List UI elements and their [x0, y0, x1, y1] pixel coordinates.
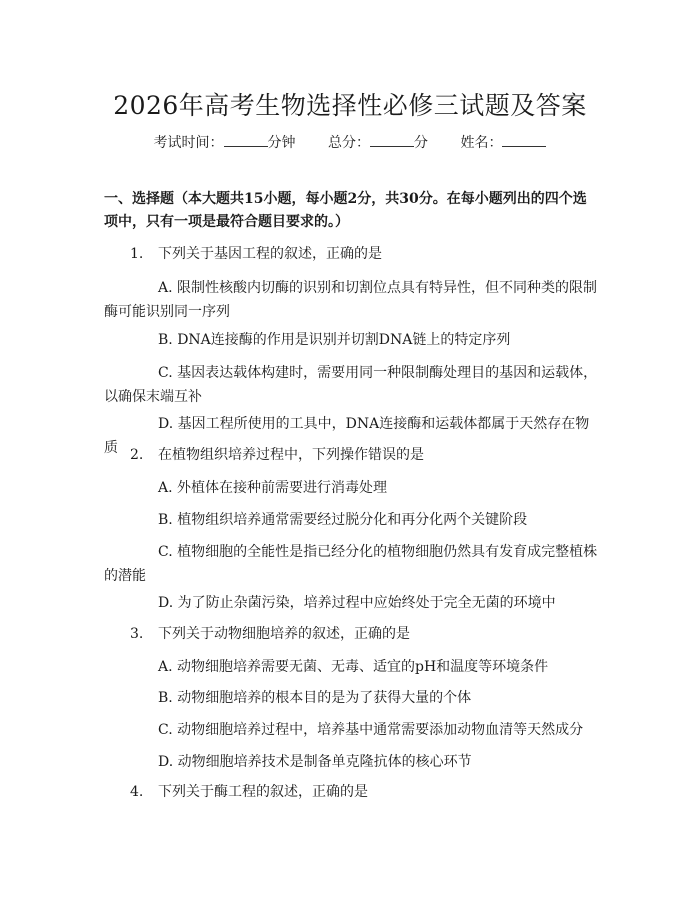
time-label: 考试时间： [153, 135, 224, 151]
question-text: 在植物组织培养过程中，下列操作错误的是 [158, 447, 424, 463]
question-text: 下列关于动物细胞培养的叙述，正确的是 [158, 626, 410, 642]
name-field [460, 132, 546, 152]
section-heading: 一、选择题（本大题共15小题，每小题2分，共30分。在每小题列出的四个选项中，只有一项是最符合题目要求的。） [104, 191, 587, 230]
time-field [154, 132, 296, 152]
option-2d: D. 为了防止杂菌污染，培养过程中应始终处于完全无菌的环境中 [158, 595, 556, 611]
option-1a: A. 限制性核酸内切酶的识别和切割位点具有特异性，但不同种类的限制酶可能识别同一序列 [104, 280, 598, 320]
question-number: 1. [130, 246, 144, 262]
option-1c: C. 基因表达载体构建时，需要用同一种限制酶处理目的基因和运载体，以确保末端互补 [104, 365, 598, 405]
name-blank [502, 134, 546, 147]
page-title: 2026年高考生物选择性必修三试题及答案 [113, 91, 587, 120]
option-3a: A. 动物细胞培养需要无菌、无毒、适宜的pH和温度等环境条件 [158, 659, 549, 675]
name-label: 姓名： [460, 135, 503, 151]
question-4 [130, 781, 600, 803]
question-text: 下列关于酶工程的叙述，正确的是 [158, 784, 368, 800]
question-1 [130, 243, 600, 265]
question-number: 4. [130, 784, 144, 800]
time-blank [224, 134, 268, 147]
question-3 [130, 623, 600, 645]
option-3d: D. 动物细胞培养技术是制备单克隆抗体的核心环节 [158, 754, 472, 770]
score-field [328, 132, 428, 152]
option-3c: C. 动物细胞培养过程中，培养基中通常需要添加动物血清等天然成分 [158, 722, 584, 738]
question-number: 2. [130, 447, 144, 463]
question-text: 下列关于基因工程的叙述，正确的是 [158, 246, 382, 262]
score-unit: 分 [414, 135, 428, 151]
score-blank [370, 134, 414, 147]
option-2a: A. 外植体在接种前需要进行消毒处理 [158, 480, 388, 496]
option-3b: B. 动物细胞培养的根本目的是为了获得大量的个体 [158, 690, 472, 706]
option-2c: C. 植物细胞的全能性是指已经分化的植物细胞仍然具有发育成完整植株的潜能 [104, 544, 598, 584]
score-label: 总分： [328, 135, 370, 151]
time-unit: 分钟 [267, 135, 296, 151]
option-1d: D. 基因工程所使用的工具中，DNA连接酶和运载体都属于天然存在物质 [104, 416, 590, 456]
option-1b: B. DNA连接酶的作用是识别并切割DNA链上的特定序列 [158, 332, 511, 348]
option-2b: B. 植物组织培养通常需要经过脱分化和再分化两个关键阶段 [158, 512, 528, 528]
question-2 [130, 444, 600, 466]
question-number: 3. [130, 626, 144, 642]
exam-meta [0, 132, 700, 152]
